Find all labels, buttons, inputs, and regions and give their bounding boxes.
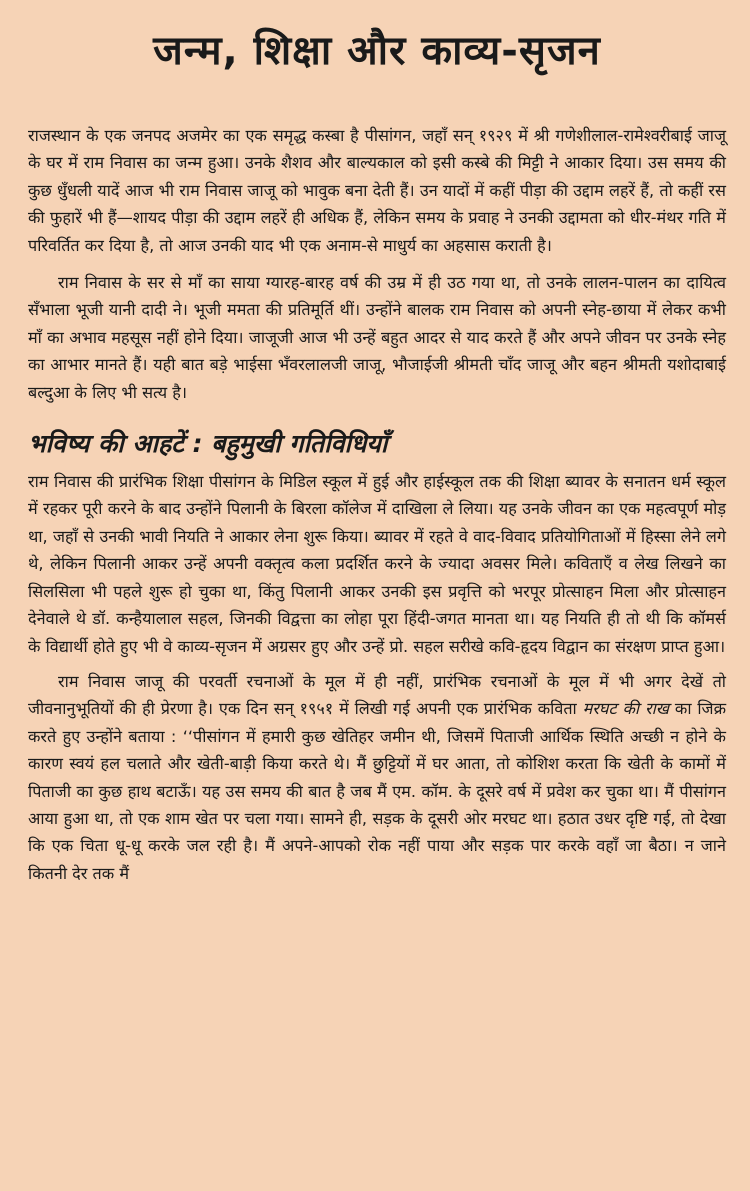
paragraph-childhood: राम निवास के सर से माँ का साया ग्यारह-बारह वर्ष की उम्र में ही उठ गया था, तो उनके लालन-पालन का दायित्व सँभाला भूजी यानी दादी ने। भूजी ममता की प्रतिमूर्ति थीं। उन्होंने बालक राम निवास को अपनी स्नेह-छाया में लेकर कभी माँ का अभाव महसूस नहीं होने दिया। जाजूजी आज भी उन्हें बहुत आदर से याद करते हैं और अपने जीवन पर उनके स्नेह का आभार मानते हैं। यही बात बड़े भाईसा भँवरलालजी जाजू, भौजाईजी श्रीमती चाँद जाजू और बहन श्रीमती यशोदाबाई बल्दुआ के लिए भी सत्य है।: [28, 273, 726, 402]
paragraph-poetry-origin: [28, 668, 726, 887]
paragraph-text-end: का जिक्र करते हुए उन्होंने बताया : ‘‘पीसांगन में हमारी कुछ खेतिहर जमीन थी, जिसमें पिताजी आर्थिक स्थिति अच्छी न होने के कारण स्वयं हल चलाते और खेती-बाड़ी किया करते थे। मैं छुट्टियों में घर आता, तो कोशिश करता कि खेती के कामों में पिताजी का कुछ हाथ बटाऊँ। यह उस समय की बात है जब मैं एम. कॉम. के दूसरे वर्ष में प्रवेश कर चुका था। मैं पीसांगन आया हुआ था, तो एक शाम खेत पर चला गया। सामने ही, सड़क के दूसरी ओर मरघट था। हठात उधर दृष्टि गई, तो देखा कि एक चिता धू-धू करके जल रही है। मैं अपने-आपको रोक नहीं पाया और सड़क पार करके वहाँ जा बैठा। न जाने कितनी देर तक मैं: [28, 699, 727, 883]
paragraph-text-start: राम निवास जाजू की परवर्ती रचनाओं के मूल में ही नहीं, प्रारंभिक रचनाओं के मूल में भी अगर देखें तो जीवनानुभूतियों की ही प्रेरणा है। एक दिन सन् १९५१ में लिखी गई अपनी एक प्रारंभिक कविता: [28, 671, 726, 719]
chapter-title: जन्म, शिक्षा और काव्य-सृजन: [153, 28, 601, 74]
poem-title: मरघट की राख: [582, 699, 670, 719]
paragraph-education: राम निवास की प्रारंभिक शिक्षा पीसांगन के मिडिल स्कूल में हुई और हाईस्कूल तक की शिक्षा ब्यावर के सनातन धर्म स्कूल में रहकर पूरी करने के बाद उन्होंने पिलानी के बिरला कॉलेज में दाखिला ले लिया। यह उनके जीवन का एक महत्वपूर्ण मोड़ था, जहाँ से उनकी भावी नियति ने आकार लेना शुरू किया। ब्यावर में रहते वे वाद-विवाद प्रतियोगिताओं में हिस्सा लेने लगे थे, लेकिन पिलानी आकर उन्हें अपनी वक्तृत्व कला प्रदर्शित करने के ज्यादा अवसर मिले। कविताएँ व लेख लिखने का सिलसिला भी पहले शुरू हो चुका था, किंतु पिलानी आकर उनकी इस प्रवृत्ति को भरपूर प्रोत्साहन मिला और प्रोत्साहन देनेवाले थे डॉ. कन्हैयालाल सहल, जिनकी विद्वत्ता का लोहा पूरा हिंदी-जगत मानता था। यह नियति ही तो थी कि कॉमर्स के विद्यार्थी होते हुए भी वे काव्य-सृजन में अग्रसर हुए और उन्हें प्रो. सहल सरीखे कवि-हृदय विद्वान का संरक्षण प्राप्त हुआ।: [28, 472, 727, 656]
paragraph-birth: राजस्थान के एक जनपद अजमेर का एक समृद्ध कस्बा है पीसांगन, जहाँ सन् १९२९ में श्री गणेशीलाल-रामेश्वरीबाई जाजू के घर में राम निवास का जन्म हुआ। उनके शैशव और बाल्यकाल को इसी कस्बे की मिट्टी ने आकार दिया। उस समय की कुछ धुँधली यादें आज भी राम निवास जाजू को भावुक बना देती हैं। उन यादों में कहीं पीड़ा की उद्दाम लहरें हैं, तो कहीं रस की फुहारें भी हैं—शायद पीड़ा की उद्दाम लहरें ही अधिक हैं, लेकिन समय के प्रवाह ने उनकी उद्दामता को धीर-मंथर गति में परिवर्तित कर दिया है, तो आज उनकी याद भी एक अनाम-से माधुर्य का अहसास कराती है।: [28, 126, 726, 255]
section-heading: भविष्य की आहटें : बहुमुखी गतिविधियाँ: [28, 429, 388, 459]
